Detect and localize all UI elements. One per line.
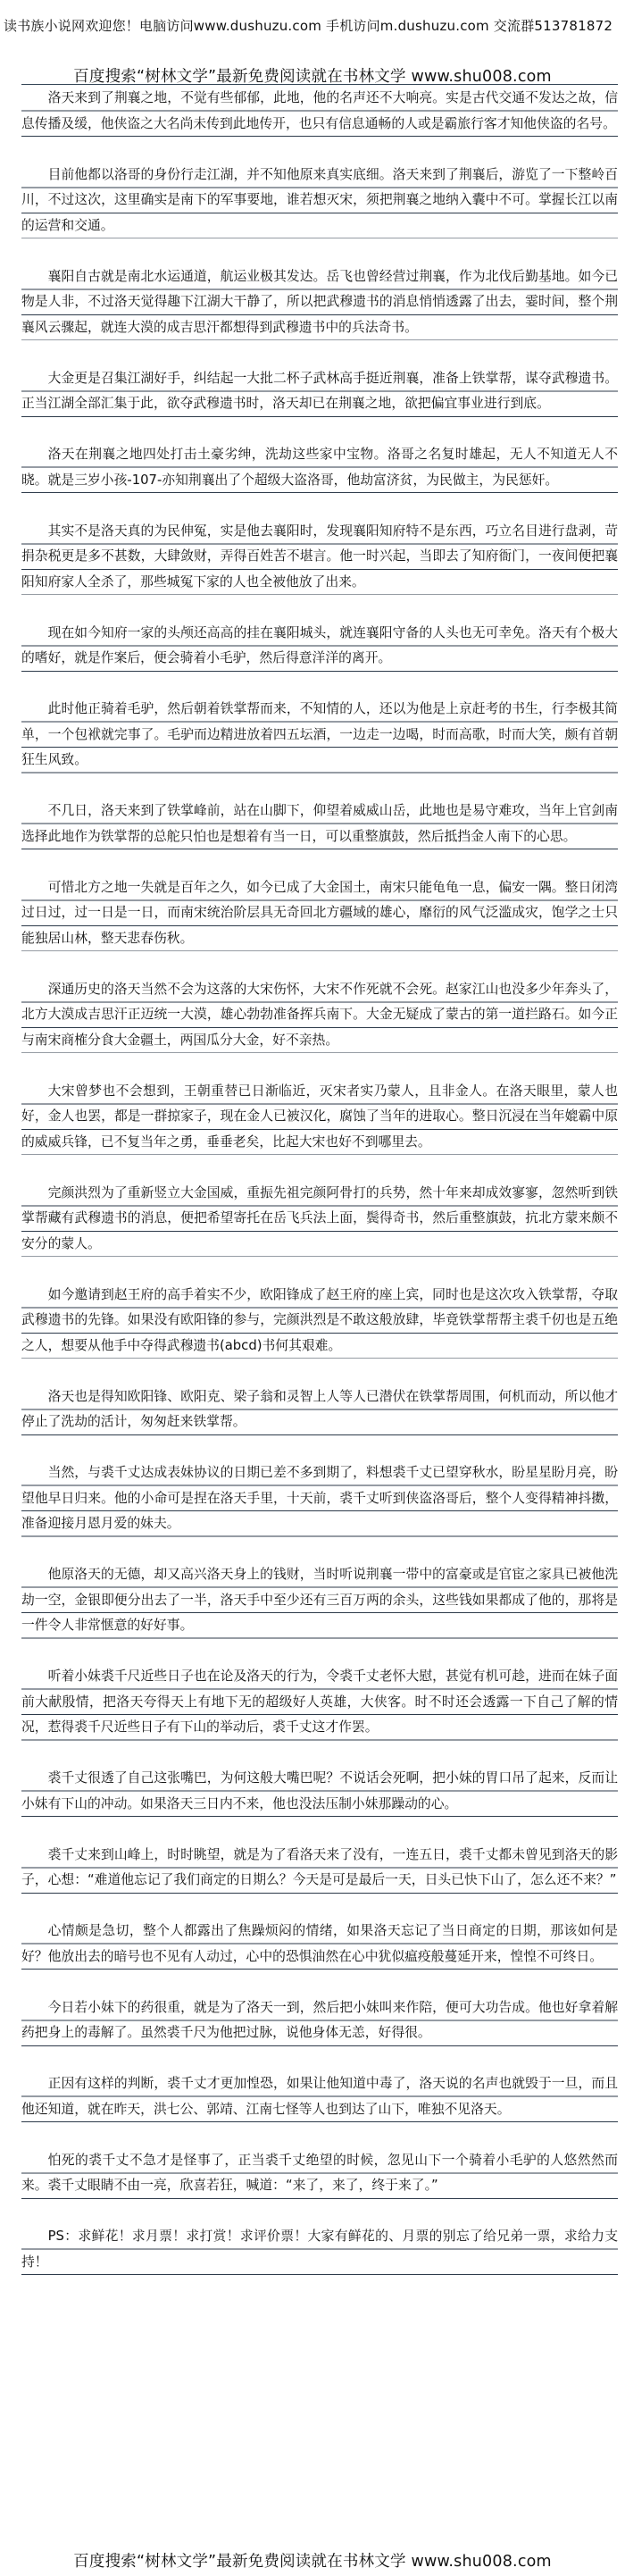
paragraph: 听着小妹裘千尺近些日子也在论及洛天的行为，令裘千丈老怀大慰，甚觉有机可趁，进而在妹子面前大献殷情，把洛天夸得天上有地下无的超级好人英雄，大侠客。时不时还会透露一下自己了解的情况，惹得裘千尺近些日子有下山的举动后，裘千丈这才作罢。 — [21, 1664, 618, 1741]
paragraph: 其实不是洛天真的为民伸冤，实是他去襄阳时，发现襄阳知府特不是东西，巧立名目进行盘剥，苛捐杂税更是多不甚数，大肆敛财，弄得百姓苦不堪言。他一时兴起，当即去了知府衙门，一夜间便把襄阳知府家人全杀了，那些城冤下家的人也全被他放了出来。 — [21, 519, 618, 596]
chapter-body — [21, 86, 618, 2275]
author-note: PS：求鲜花！求月票！求打赏！求评价票！大家有鲜花的、月票的别忘了给兄弟一票，求给力支持！ — [21, 2224, 618, 2275]
paragraph: 裘千丈很透了自己这张嘴巴，为何这般大嘴巴呢？不说话会死啊，把小妹的胃口吊了起来，反而让小妹有下山的冲动。如果洛天三日内不来，他也没法压制小妹那躁动的心。 — [21, 1766, 618, 1817]
paragraph: 目前他都以洛哥的身份行走江湖，并不知他原来真实底细。洛天来到了荆襄后，游览了一下整岭百川，不过这次，这里确实是南下的军事要地，谁若想灭宋，须把荆襄之地纳入囊中不可。掌握长江以南的运营和交通。 — [21, 163, 618, 239]
promo-banner-bottom: 百度搜索“树林文学”最新免费阅读就在书林文学 www.shu008.com — [73, 2553, 552, 2571]
paragraph: 如今邀请到赵王府的高手着实不少，欧阳锋成了赵王府的座上宾，同时也是这次攻入铁掌帮，夺取武穆遗书的先锋。如果没有欧阳锋的参与，完颜洪烈是不敢这般放肆，毕竟铁掌帮帮主裘千仞也是五绝之人，想要从他手中夺得武穆遗书(abcd)书何其艰难。 — [21, 1283, 618, 1359]
promo-banner-top: 百度搜索“树林文学”最新免费阅读就在书林文学 www.shu008.com — [73, 68, 552, 86]
paragraph: 深通历史的洛天当然不会为这落的大宋伤怀，大宋不作死就不会死。赵家江山也没多少年奔头了，北方大漠成吉思汗正迈统一大漠，雄心勃勃准备挥兵南下。大金无疑成了蒙古的第一道拦路石。如今正与南宋商榷分食大金疆土，两国瓜分大金，好不亲热。 — [21, 977, 618, 1054]
paragraph: 洛天也是得知欧阳锋、欧阳克、梁子翁和灵智上人等人已潜伏在铁掌帮周围，何机而动，所以他才停止了洗劫的活计，匆匆赶来铁掌帮。 — [21, 1384, 618, 1435]
paragraph: 洛天来到了荆襄之地，不觉有些郁郁，此地，他的名声还不大响亮。实是古代交通不发达之故，信息传播及缓，他侠盗之大名尚未传到此地传开，也只有信息通畅的人或是霸旅行客才知他侠盗的名号。 — [21, 86, 618, 137]
site-notice: 读书族小说网欢迎您！电脑访问www.dushuzu.com 手机访问m.dushuzu.com 交流群513781872 — [4, 18, 613, 34]
paragraph: 今日若小妹下的药很重，就是为了洛天一到，然后把小妹叫来作陪，便可大功告成。他也好拿着解药把身上的毒解了。虽然裘千尺为他把过脉，说他身体无恙，好得很。 — [21, 1995, 618, 2046]
paragraph: 襄阳自古就是南北水运通道，航运业极其发达。岳飞也曾经营过荆襄，作为北伐后勤基地。如今已物是人非，不过洛天觉得趣下江湖大干静了，所以把武穆遗书的消息悄悄透露了出去，霎时间，整个荆襄风云骤起，就连大漠的成吉思汗都想得到武穆遗书中的兵法奇书。 — [21, 264, 618, 341]
paragraph: 大宋曾梦也不会想到，王朝重替已日渐临近，灭宋者实乃蒙人，且非金人。在洛天眼里，蒙人也好，金人也罢，都是一群掠家子，现在金人已被汉化，腐蚀了当年的进取心。整日沉浸在当年媲霸中原的威威兵锋，已不复当年之勇，垂垂老矣，比起大宋也好不到哪里去。 — [21, 1079, 618, 1156]
paragraph: 正因有这样的判断，裘千丈才更加惶恐，如果让他知道中毒了，洛天说的名声也就毁于一旦，而且他还知道，就在昨天，洪七公、郭靖、江南七怪等人也到达了山下，唯独不见洛天。 — [21, 2071, 618, 2122]
paragraph: 大金更是召集江湖好手，纠结起一大批二杯子武林高手挺近荆襄，准备上铁掌帮，谋夺武穆遗书。正当江湖全部汇集于此，欲夺武穆遗书时，洛天却已在荆襄之地，欲把偏宜事业进行到底。 — [21, 366, 618, 417]
paragraph: 现在如今知府一家的头颅还高高的挂在襄阳城头，就连襄阳守备的人头也无可幸免。洛天有个极大的嗜好，就是作案后，便会骑着小毛驴，然后得意洋洋的离开。 — [21, 621, 618, 672]
paragraph: 洛天在荆襄之地四处打击土豪劣绅，洗劫这些家中宝物。洛哥之名复时雄起，无人不知道无人不晓。就是三岁小孩-107-亦知荆襄出了个超级大盗洛哥，他劫富济贫，为民做主，为民惩奸。 — [21, 442, 618, 493]
paragraph: 此时他正骑着毛驴，然后朝着铁掌帮而来，不知情的人，还以为他是上京赶考的书生，行李极其简单，一个包袱就完事了。毛驴而边精进放着四五坛酒，一边走一边喝，时而高歌，时而大笑，颇有首朝狂生风致。 — [21, 697, 618, 774]
paragraph: 可惜北方之地一失就是百年之久，如今已成了大金国土，南宋只能龟龟一息，偏安一隅。整日闭湾过日过，过一日是一日，而南宋统治阶层具无奇回北方疆域的雄心，靡衍的风气泛滥成灾，饱学之士只能独居山林，整天悲春伤秋。 — [21, 875, 618, 952]
paragraph: 不几日，洛天来到了铁掌峰前，站在山脚下，仰望着威威山岳，此地也是易守难攻，当年上官剑南选择此地作为铁掌帮的总舵只怕也是想着有当一日，可以重整旗鼓，然后抵挡金人南下的心思。 — [21, 799, 618, 849]
paragraph: 裘千丈来到山峰上，时时眺望，就是为了看洛天来了没有，一连五日，裘千丈都未曾见到洛天的影子，心想：“难道他忘记了我们商定的日期么？今天是可是最后一天，日头已快下山了，怎么还不来？” — [21, 1843, 618, 1894]
paragraph: 当然，与裘千丈达成表妹协议的日期已差不多到期了，料想裘千丈已望穿秋水，盼星星盼月亮，盼望他早日归来。他的小命可是捏在洛天手里，十天前，裘千丈听到侠盗洛哥后，整个人变得精神抖擞，准备迎接月恩月爱的妹夫。 — [21, 1460, 618, 1537]
paragraph: 他原洛天的无德，却又高兴洛天身上的钱财，当时听说荆襄一带中的富豪或是官宦之家具已被他洗劫一空，金银即便分出去了一半，洛天手中至少还有三百万两的余头，这些钱如果都成了他的，那将是一件令人非常惬意的好好事。 — [21, 1562, 618, 1639]
paragraph: 心情颇是急切，整个人都露出了焦躁烦闷的情绪，如果洛天忘记了当日商定的日期，那该如何是好？他放出去的暗号也不见有人动过，心中的恐惧油然在心中犹似瘟疫般蔓延开来，惶惶不可终日。 — [21, 1919, 618, 1970]
paragraph: 怕死的裘千丈不急才是怪事了，正当裘千丈绝望的时候，忽见山下一个骑着小毛驴的人悠然然而来。裘千丈眼睛不由一亮，欣喜若狂，喊道：“来了，来了，终于来了。” — [21, 2148, 618, 2199]
divider — [21, 84, 618, 85]
paragraph: 完颜洪烈为了重新竖立大金国威，重振先祖完颜阿骨打的兵势，然十年来却成效寥寥，忽然听到铁掌帮藏有武穆遗书的消息，便把希望寄托在岳飞兵法上面，鬓得奇书，然后重整旗鼓，抗北方蒙来颇不安分的蒙人。 — [21, 1181, 618, 1258]
